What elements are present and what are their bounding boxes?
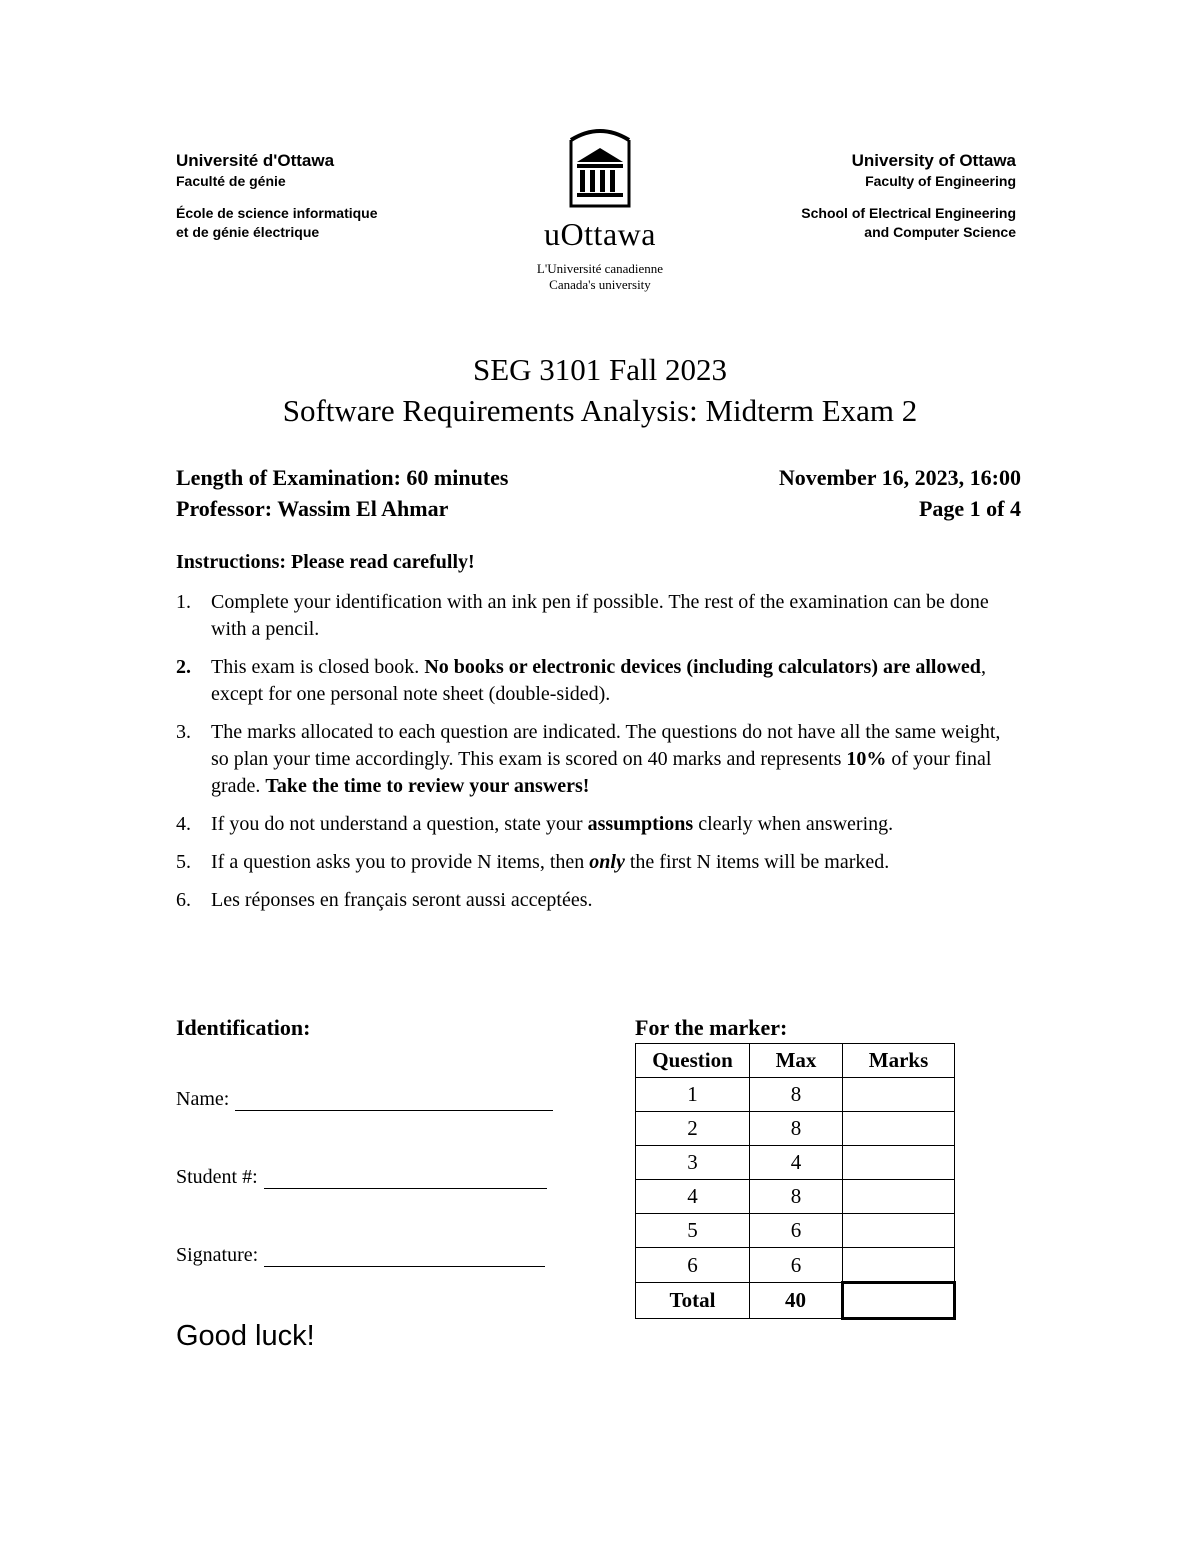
instructions-list [176,589,1016,925]
table-row [636,1248,955,1283]
max-cell: 4 [750,1146,843,1180]
question-cell: 6 [636,1248,750,1283]
marker-heading: For the marker: [635,1015,788,1040]
list-item-text: The marks allocated to each question are indicated. The questions do not have all the same weight, so plan your time accordingly. This exam is scored on 40 marks and represents 10% of your final grade. Take the time to review your answers! [211,721,1001,797]
list-item [176,811,1016,838]
faculty-name-fr: Faculté de génie [176,173,286,189]
question-cell: 5 [636,1214,750,1248]
university-name-en: University of Ottawa [851,151,1016,170]
question-cell: 4 [636,1180,750,1214]
marks-table [635,1043,956,1320]
exam-length: Length of Examination: 60 minutes [176,465,509,490]
name-line[interactable] [235,1090,553,1111]
marks-cell[interactable] [843,1180,955,1214]
list-item [176,849,1016,876]
school-name-fr [176,204,378,242]
header-english-block [801,150,1016,242]
name-field[interactable] [176,1088,553,1111]
logo-wordmark: uOttawa [544,216,656,252]
list-item [176,589,1016,643]
school-name-en [801,204,1016,242]
max-cell: 6 [750,1214,843,1248]
school-line-1-en: School of Electrical Engineering [801,205,1016,221]
total-label-cell: Total [636,1283,750,1319]
page-number: Page 1 of 4 [918,496,1021,521]
list-item-number: 6. [176,889,191,911]
list-item [176,719,1016,800]
exam-date: November 16, 2023, 16:00 [778,465,1021,490]
logo-tagline-en: Canada's university [549,277,651,292]
name-label: Name: [176,1088,230,1110]
max-cell: 8 [750,1078,843,1112]
school-line-1-fr: École de science informatique [176,205,378,221]
marks-cell[interactable] [843,1112,955,1146]
exam-meta-right [779,462,1021,524]
list-item-number: 1. [176,591,191,613]
list-item-text: If a question asks you to provide N items, then only the first N items will be marked. [211,851,890,873]
list-item-number: 4. [176,813,191,835]
marks-cell[interactable] [843,1078,955,1112]
marks-cell[interactable] [843,1248,955,1283]
total-max-cell: 40 [750,1283,843,1319]
signature-line[interactable] [264,1246,545,1267]
exam-title: Software Requirements Analysis: Midterm Exam 2 [282,393,918,428]
building-crest-icon [565,128,635,210]
list-item-text: This exam is closed book. No books or electronic devices (including calculators) are allowed, except for one personal note sheet (double-sided). [211,656,986,705]
school-line-2-en: and Computer Science [864,224,1016,240]
table-row [636,1112,955,1146]
column-header-max: Max [750,1044,843,1078]
marks-cell[interactable] [843,1214,955,1248]
table-header-row [636,1044,955,1078]
header-french-block [176,150,378,242]
column-header-question: Question [636,1044,750,1078]
max-cell: 8 [750,1180,843,1214]
table-row [636,1078,955,1112]
list-item [176,887,1016,914]
exam-meta-left [176,462,508,524]
student-number-label: Student #: [176,1166,258,1188]
course-title: SEG 3101 Fall 2023 [472,352,728,387]
list-item-text: Complete your identification with an ink pen if possible. The rest of the examination can be done with a pencil. [211,591,989,640]
school-line-2-fr: et de génie électrique [176,224,320,240]
list-item-number: 5. [176,851,191,873]
list-item-number: 2. [176,656,191,678]
column-header-marks: Marks [843,1044,955,1078]
signature-label: Signature: [176,1244,259,1266]
list-item-number: 3. [176,721,191,743]
total-marks-cell[interactable] [843,1283,955,1319]
marks-cell[interactable] [843,1146,955,1180]
question-cell: 2 [636,1112,750,1146]
faculty-name-en: Faculty of Engineering [865,173,1016,189]
max-cell: 6 [750,1248,843,1283]
university-name-fr: Université d'Ottawa [176,151,335,170]
logo-tagline-fr: L'Université canadienne [536,261,664,276]
uottawa-logo [505,128,695,293]
question-cell: 1 [636,1078,750,1112]
logo-tagline [505,261,695,293]
instructions-heading: Instructions: Please read carefully! [176,551,475,573]
professor-name: Professor: Wassim El Ahmar [176,496,449,521]
student-number-field[interactable] [176,1166,547,1189]
identification-heading: Identification: [176,1015,311,1040]
table-row [636,1146,955,1180]
table-row [636,1180,955,1214]
good-luck-text: Good luck! [176,1320,315,1352]
student-number-line[interactable] [264,1168,547,1189]
list-item-text: Les réponses en français seront aussi acceptées. [211,889,593,911]
table-total-row [636,1283,955,1319]
list-item [176,654,1016,708]
max-cell: 8 [750,1112,843,1146]
signature-field[interactable] [176,1244,545,1267]
question-cell: 3 [636,1146,750,1180]
list-item-text: If you do not understand a question, state your assumptions clearly when answering. [211,813,894,835]
table-row [636,1214,955,1248]
